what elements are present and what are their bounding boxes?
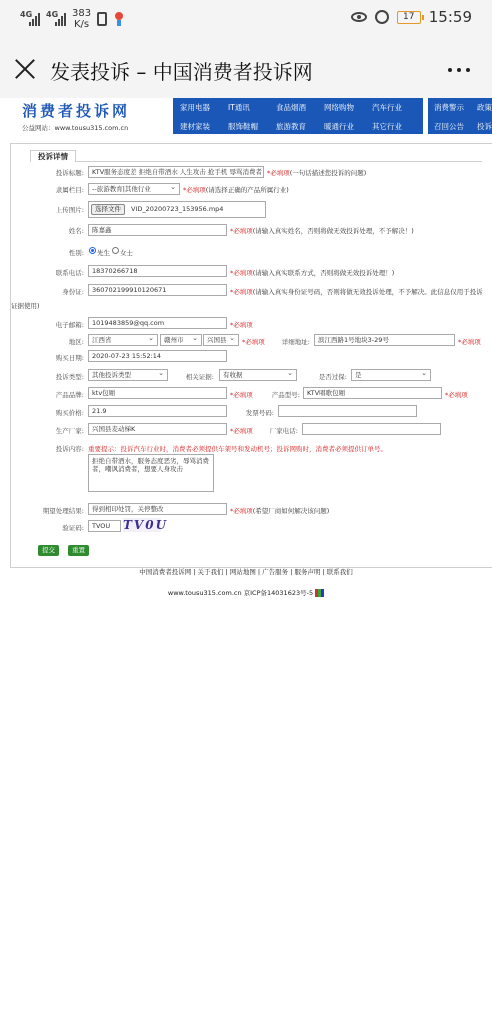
content-tip: 重要提示：投诉汽车行业时，消费者必须提供车架号和发动机号；投诉网购时，消费者必须提供订单号。 (88, 445, 387, 453)
id-card-note-cont: 证据使用) (11, 302, 40, 310)
file-upload (88, 201, 266, 218)
gender-male-label: 先生 (97, 249, 110, 257)
verify-input[interactable]: TVOU (88, 520, 121, 532)
nav-item[interactable]: 投诉 (477, 122, 492, 131)
invoice-input[interactable] (278, 405, 417, 417)
signal-icon: 4G (20, 12, 40, 26)
brand-label: 产品品牌: (55, 391, 84, 399)
gender-male-radio[interactable] (89, 247, 96, 254)
complaint-type-select[interactable]: 其他投诉类型 ⌄ (88, 369, 168, 381)
nav-item[interactable]: IT通讯 (228, 103, 250, 112)
nav-item[interactable]: 暖通行业 (324, 122, 354, 131)
purchase-date-label: 购买日期: (55, 354, 84, 362)
nav-item[interactable]: 其它行业 (372, 122, 402, 131)
name-input[interactable]: 陈嘉鑫 (88, 224, 227, 236)
id-card-label: 身份证: (62, 288, 84, 296)
title-input[interactable]: KTV服务态度差 拒绝自带酒水 人生攻击 抢手机 辱骂消费者 (88, 166, 264, 178)
file-name: VID_20200723_153956.mp4 (131, 205, 224, 213)
gender-label: 性别: (68, 249, 84, 257)
tab-complaint-details[interactable]: 投诉详情 (30, 150, 76, 162)
evidence-select[interactable]: 有收据 ⌄ (219, 369, 297, 381)
name-label: 姓名: (68, 227, 84, 235)
status-bar (0, 0, 492, 40)
name-note: *必填项(请输入真实姓名，否则将做无效投诉处理，不予解决！) (230, 227, 414, 235)
brand-required: *必填项 (230, 391, 253, 399)
email-required: *必填项 (230, 321, 253, 329)
evidence-label: 相关证据: (185, 373, 214, 381)
expect-input[interactable]: 得到相印处罚，关停整改 (88, 503, 227, 515)
choose-file-button[interactable]: 选择文件 (91, 204, 125, 215)
clock: 15:59 (428, 8, 472, 26)
footer-links[interactable]: 中国消费者投诉网 | 关于我们 | 网站地图 | 广告服务 | 服务声明 | 联系我们 (139, 568, 353, 576)
nav-item[interactable]: 消费警示 (434, 103, 464, 112)
phone-input[interactable]: 18370266718 (88, 265, 227, 277)
email-label: 电子邮箱: (55, 321, 84, 329)
stats-icon (315, 589, 324, 597)
app-notification-icon (113, 12, 125, 26)
category-select[interactable]: --旅游教育|其他行业 ⌄ (88, 183, 180, 195)
page-title: 发表投诉 – 中国消费者投诉网 (50, 60, 313, 84)
nav-item[interactable]: 食品烟酒 (276, 103, 306, 112)
address-input[interactable]: 滨江西路1号地块3-29号 (314, 334, 455, 346)
nav-item[interactable]: 网络购物 (324, 103, 354, 112)
nav-item[interactable]: 服饰鞋帽 (228, 122, 258, 131)
brand-input[interactable]: ktv包厢 (88, 387, 227, 399)
nav-item[interactable]: 召回公告 (434, 122, 464, 131)
maker-phone-input[interactable] (302, 423, 441, 435)
nav-item[interactable]: 家用电器 (180, 103, 210, 112)
title-label: 投诉标题: (55, 169, 84, 177)
price-label: 购买价格: (55, 409, 84, 417)
upload-label: 上传图片: (55, 206, 84, 214)
title-note: *必填项(一句话描述您投诉的问题) (267, 169, 367, 177)
province-select[interactable]: 江西省 ⌄ (88, 334, 158, 346)
close-icon[interactable] (14, 58, 36, 80)
gender-female-label: 女士 (120, 249, 133, 257)
battery-icon: 17 (397, 11, 421, 24)
phone-note: *必填项(请输入真实联系方式，否则将做无效投诉处理！) (230, 269, 395, 277)
notification-icon (97, 12, 107, 26)
expired-select[interactable]: 是 ⌄ (351, 369, 431, 381)
site-logo[interactable]: 消费者投诉网 公益网站：www.tousu315.com.cn (22, 102, 131, 132)
complaint-type-label: 投诉类型: (55, 373, 84, 381)
nav-item[interactable]: 政策 (477, 103, 492, 112)
site-header (0, 98, 492, 136)
expect-label: 期望处理结果: (42, 507, 84, 515)
id-card-input[interactable]: 360702199910120671 (88, 284, 227, 296)
captcha-image[interactable]: TV0U (123, 518, 169, 532)
eye-comfort-icon (351, 12, 367, 22)
network-speed: 383 K/s (72, 8, 92, 30)
category-note: *必填项(请选择正确的产品所属行业) (183, 186, 289, 194)
footer-icp: www.tousu315.com.cn 京ICP备14031623号-5 (0, 588, 492, 597)
model-input[interactable]: KTV唱歌包厢 (303, 387, 442, 399)
region-label: 地区: (68, 338, 84, 346)
content-label: 投诉内容: (55, 445, 84, 453)
phone-label: 联系电话: (55, 269, 84, 277)
id-card-note: *必填项(请输入真实身份证号码，否则将做无效投诉处理，不予解决。此信息仅用于投诉 (230, 288, 483, 296)
invoice-label: 发票号码: (245, 409, 274, 417)
more-options-icon[interactable] (448, 68, 470, 72)
address-required: *必填项 (458, 338, 481, 346)
category-label: 隶属栏目: (55, 186, 84, 194)
region-required: *必填项 (242, 338, 265, 346)
nav-item[interactable]: 旅游教育 (276, 122, 306, 131)
alarm-icon (375, 10, 389, 24)
tab-divider (30, 161, 482, 162)
maker-label: 生产厂家: (55, 427, 84, 435)
gender-female-radio[interactable] (112, 247, 119, 254)
signal-icon: 4G (46, 12, 66, 26)
submit-button[interactable]: 提交 (38, 545, 59, 556)
county-select[interactable]: 兴国县 ⌄ (203, 334, 239, 346)
maker-input[interactable]: 兴国县麦动梯K (88, 423, 227, 435)
verify-label: 验证码: (62, 524, 84, 532)
main-nav (173, 98, 423, 134)
nav-item[interactable]: 汽车行业 (372, 103, 402, 112)
email-input[interactable]: 1019483859@qq.com (88, 317, 227, 329)
content-textarea[interactable]: 拒绝自带酒水，服务态度恶劣，辱骂消费者，嘲讽消费者，想要人身攻击 (88, 454, 214, 492)
city-select[interactable]: 赣州市 ⌄ (160, 334, 202, 346)
model-label: 产品型号: (271, 391, 300, 399)
nav-item[interactable]: 建材家装 (180, 122, 210, 131)
price-input[interactable]: 21.9 (88, 405, 227, 417)
address-label: 详细地址: (281, 338, 310, 346)
model-required: *必填项 (445, 391, 468, 399)
maker-phone-label: 厂家电话: (269, 427, 298, 435)
expect-note: *必填项(希望厂商如何解决该问题) (230, 507, 330, 515)
reset-button[interactable]: 重置 (68, 545, 89, 556)
browser-title-bar (0, 40, 492, 98)
expired-label: 是否过保: (318, 373, 347, 381)
purchase-date-input[interactable]: 2020-07-23 15:52:14 (88, 350, 227, 362)
secondary-nav (428, 98, 492, 134)
maker-required: *必填项 (230, 427, 253, 435)
